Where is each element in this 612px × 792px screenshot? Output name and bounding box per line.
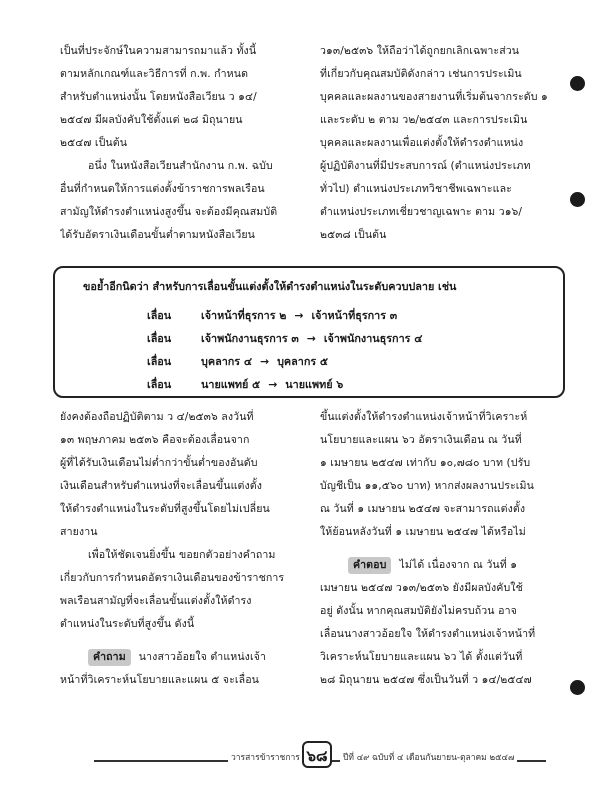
- arrow-icon: →: [306, 332, 316, 345]
- issue-info: ปีที่ ๔๙ ฉบับที่ ๔ เดือนกันยายน-ตุลาคม ๒๕๔๗: [340, 750, 517, 764]
- binder-hole-middle: [570, 192, 585, 207]
- promotion-row: [147, 304, 422, 327]
- text-line: อื่นที่กำหนดให้การแต่งตั้งข้าราชการพลเรือน: [60, 183, 265, 195]
- text-line: อยู่ ดังนั้น หากคุณสมบัติยังไม่ครบถ้วน อาจ: [320, 605, 517, 617]
- qa-label: คำตอบ: [348, 557, 391, 574]
- from-position: เจ้าหน้าที่ธุรการ ๒: [201, 309, 287, 322]
- text-line: ตามหลักเกณฑ์และวิธีการที่ ก.พ. กำหนด: [60, 68, 249, 80]
- text-line: ๒๘ มิถุนายน ๒๕๔๗ ซึ่งเป็นวันที่ ว ๑๔/๒๕๔๗: [320, 674, 532, 686]
- arrow-icon: →: [260, 355, 270, 368]
- text-line: [60, 636, 306, 646]
- text-line: สายงาน: [60, 526, 98, 538]
- text-line: ทั่วไป) ตำแหน่งประเภทวิชาชีพเฉพาะและ: [320, 183, 512, 195]
- top-left-column: [60, 40, 306, 247]
- qa-text: ไม่ได้ เนื่องจาก ณ วันที่ ๑: [399, 559, 518, 571]
- text-line: ตำแหน่งในระดับที่สูงขึ้น ดังนี้: [60, 618, 195, 630]
- text-line: ให้ย้อนหลังวันที่ ๑ เมษายน ๒๕๔๗ ได้หรือไม่: [320, 526, 526, 538]
- page-footer: [94, 747, 546, 768]
- bottom-left-column: [60, 406, 306, 692]
- text-line: ผู้ที่ได้รับเงินเดือนไม่ต่ำกว่าขั้นต่ำของอันดับ: [60, 457, 258, 469]
- to-position: เจ้าพนักงานธุรการ ๔: [323, 332, 423, 345]
- text-line: บุคคลและผลงานเพื่อแต่งตั้งให้ดำรงตำแหน่ง: [320, 137, 524, 149]
- text-line: สำหรับตำแหน่งนั้น โดยหนังสือเวียน ว ๑๔/: [60, 91, 257, 103]
- text-line: เลื่อนนางสาวอ้อยใจ ให้ดำรงตำแหน่งเจ้าหน้าที่: [320, 628, 536, 640]
- from-position: บุคลากร ๔: [201, 355, 253, 368]
- text-line: [88, 646, 306, 669]
- promotion-label: เลื่อน: [147, 355, 172, 368]
- bottom-right-column: [320, 406, 564, 692]
- from-position: นายแพทย์ ๕: [201, 378, 261, 391]
- text-line: ๑ เมษายน ๒๕๔๗ เท่ากับ ๑๐,๗๘๐ บาท (ปรับ: [320, 457, 531, 469]
- to-position: เจ้าหน้าที่ธุรการ ๓: [311, 309, 398, 322]
- text-line: ว๑๓/๒๕๓๖ ให้ถือว่าได้ถูกยกเลิกเฉพาะส่วน: [320, 45, 520, 57]
- text-line: ที่เกี่ยวกับคุณสมบัติดังกล่าว เช่นการประเมิน: [320, 68, 522, 80]
- text-line: ตำแหน่งประเภทเชี่ยวชาญเฉพาะ ตาม ว๑๖/: [320, 206, 523, 218]
- text-line: ณ วันที่ ๑ เมษายน ๒๕๔๗ จะสามารถแต่งตั้ง: [320, 503, 526, 515]
- text-line: ผู้ปฏิบัติงานที่มีประสบการณ์ (ตำแหน่งประเภท: [320, 160, 531, 172]
- qa-label: คำถาม: [88, 649, 131, 666]
- text-line: [348, 554, 564, 577]
- emphasis-box: [53, 266, 565, 398]
- text-line: เงินเดือนสำหรับตำแหน่งที่จะเลื่อนขึ้นแต่งตั้ง: [60, 480, 263, 492]
- text-line: บัญชีเป็น ๑๑,๕๖๐ บาท) หากส่งผลงานประเมิน: [320, 480, 534, 492]
- text-line: เกี่ยวกับการกำหนดอัตราเงินเดือนของข้าราชการ: [60, 572, 285, 584]
- qa-text: นางสาวอ้อยใจ ตำแหน่งเจ้า: [138, 651, 267, 663]
- page-number: ๖๘: [302, 741, 332, 768]
- promotion-row: [147, 373, 422, 396]
- text-line: และระดับ ๒ ตาม ว๒/๒๕๔๓ และการประเมิน: [320, 114, 528, 126]
- text-line: ๒๕๔๗ เป็นต้น: [60, 137, 128, 149]
- text-line: [320, 544, 564, 554]
- text-line: ได้รับอัตราเงินเดือนขั้นต่ำตามหนังสือเวียน: [60, 229, 256, 241]
- text-line: ขึ้นแต่งตั้งให้ดำรงตำแหน่งเจ้าหน้าที่วิเคราะห์: [320, 411, 528, 423]
- from-position: เจ้าพนักงานธุรการ ๓: [201, 332, 299, 345]
- promotion-examples: [147, 304, 422, 396]
- emphasis-heading: ขอย้ำอีกนิดว่า สำหรับการเลื่อนขั้นแต่งตั้งให้ดำรงตำแหน่งในระดับควบปลาย เช่น: [83, 280, 457, 293]
- text-line: อนึ่ง ในหนังสือเวียนสำนักงาน ก.พ. ฉบับ: [88, 160, 273, 172]
- promotion-label: เลื่อน: [147, 332, 172, 345]
- promotion-row: [147, 350, 422, 373]
- text-line: พลเรือนสามัญที่จะเลื่อนขั้นแต่งตั้งให้ดำรง: [60, 595, 252, 607]
- to-position: นายแพทย์ ๖: [285, 378, 344, 391]
- text-line: บุคคลและผลงานของสายงานที่เริ่มต้นจากระดับ ๑: [320, 91, 548, 103]
- text-line: ยังคงต้องถือปฏิบัติตาม ว ๔/๒๕๓๖ ลงวันที่: [60, 411, 254, 423]
- arrow-icon: →: [294, 309, 304, 322]
- text-line: นโยบายและแผน ๖ว อัตราเงินเดือน ณ วันที่: [320, 434, 522, 446]
- binder-hole-bottom: [570, 680, 585, 695]
- text-line: ๒๕๔๗ มีผลบังคับใช้ตั้งแต่ ๒๘ มิถุนายน: [60, 114, 243, 126]
- top-right-column: [320, 40, 564, 247]
- to-position: บุคลากร ๕: [277, 355, 329, 368]
- promotion-label: เลื่อน: [147, 309, 172, 322]
- promotion-row: [147, 327, 422, 350]
- text-line: หน้าที่วิเคราะห์นโยบายและแผน ๕ จะเลื่อน: [60, 674, 259, 686]
- text-line: เพื่อให้ชัดเจนยิ่งขึ้น ขอยกตัวอย่างคำถาม: [88, 549, 276, 561]
- arrow-icon: →: [268, 378, 278, 391]
- text-line: เป็นที่ประจักษ์ในความสามารถมาแล้ว ทั้งนี้: [60, 45, 257, 57]
- binder-hole-top: [570, 76, 585, 91]
- text-line: สามัญให้ดำรงตำแหน่งสูงขึ้น จะต้องมีคุณสมบัติ: [60, 206, 278, 218]
- text-line: วิเคราะห์นโยบายและแผน ๖ว ได้ ตั้งแต่วันที่: [320, 651, 523, 663]
- text-line: ให้ดำรงตำแหน่งในระดับที่สูงขึ้นโดยไม่เปลี่ยน: [60, 503, 270, 515]
- promotion-label: เลื่อน: [147, 378, 172, 391]
- text-line: เมษายน ๒๕๔๗ ว๑๓/๒๕๓๖ ยังมีผลบังคับใช้: [320, 582, 523, 594]
- text-line: ๑๓ พฤษภาคม ๒๕๓๖ คือจะต้องเลื่อนจาก: [60, 434, 250, 446]
- text-line: ๒๕๓๘ เป็นต้น: [320, 229, 387, 241]
- journal-name: วารสารข้าราชการ: [228, 750, 303, 764]
